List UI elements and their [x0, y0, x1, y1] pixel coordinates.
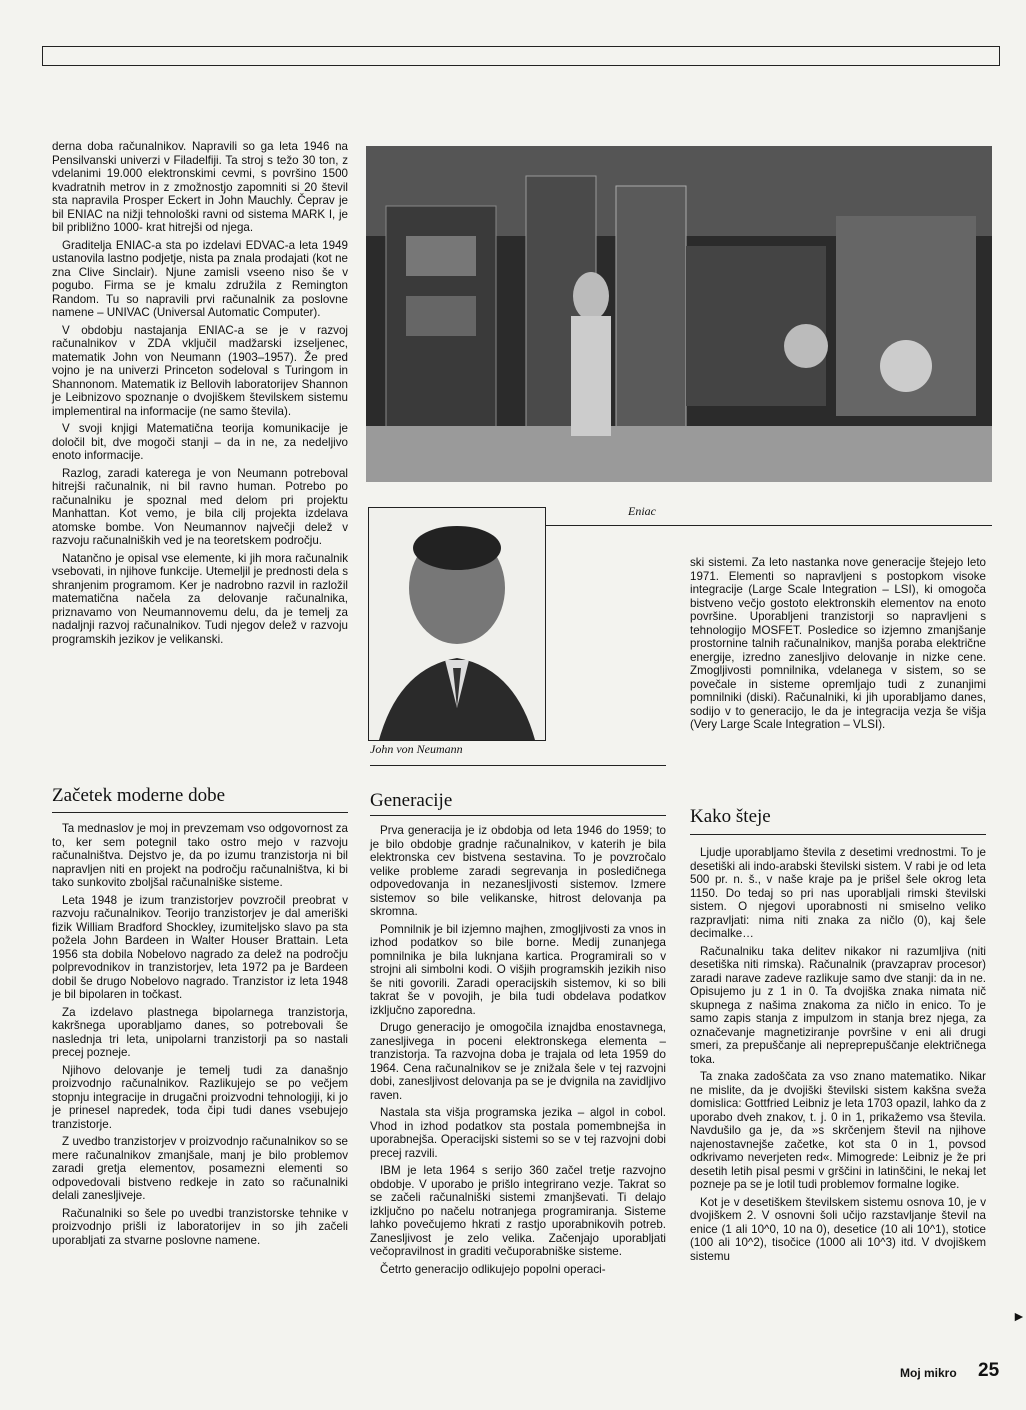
- neumann-photo-illustration: [369, 508, 545, 740]
- eniac-caption: Eniac: [628, 504, 656, 518]
- paragraph: V svoji knjigi Matematična teorija komunikacije je določil bit, dve mogoči stanji – da in ne, za nedeljivo enoto informacije.: [52, 422, 348, 462]
- rule: [690, 834, 986, 835]
- section-heading: Začetek moderne dobe: [52, 785, 226, 806]
- paragraph: Ljudje uporabljamo števila z desetimi vrednostmi. To je desetiški ali indo-arabski številski sistem. V rabi je od leta 500 pr. n. š., v naše kraje pa je prišel šele okrog leta 1150. Do tedaj so pri nas uporabljali rimski številski sistem. O njegovi uporabnosti ni smiselno veliko razpravljati: nima niti znaka za ničlo (0), kaj šele decimalke…: [690, 846, 986, 940]
- paragraph: ski sistemi. Za leto nastanka nove generacije štejejo leto 1971. Elementi so napravljeni s postopkom visoke integracije (Large Scale Integration – LSI), ki omogoča bistveno večjo gostoto elektronskih elementov na enoto površine. Uporabljeni tranzistorji so napravljeni s tehnologijo MOSFET. Posledice so izjemno zmanjšanje prostornine talnih računalnikov, manjša poraba električne energije, izredno zanesljivo delovanje in nizke cene. Zmogljivosti pomnilnika, vdelanega v sistem, so se povečale in sisteme opremljajo tudi z zunanjimi pomnilniki (diski). Računalniki, ki jih uporabljamo danes, sodijo v to generacijo, le da je integracija vezja še višja (Very Large Scale Integration – VLSI).: [690, 556, 986, 731]
- paragraph: Nastala sta višja programska jezika – algol in cobol. Vhod in izhod podatkov sta postala pomembnejša in uporabnejša. Operacijski sistemi so se v tej razvojni dobi precej razvili.: [370, 1106, 666, 1160]
- column-3-top: [690, 556, 986, 736]
- paragraph: derna doba računalnikov. Napravili so ga leta 1946 na Pensilvanski univerzi v Filadelfiji. Ta stroj s težo 30 ton, z vdelanimi 19.000 elektronskimi cevmi, s površino 1500 kvadratnih metrov in z zmožnostjo zapomniti si 20 števil sta napravila Prosper Eckert in John Mauchly. Čeprav je bil ENIAC na nižji tehnološki ravni od sistema MARK I, je bil približno 1000- krat hitrejši od njega.: [52, 140, 348, 234]
- page-number: 25: [978, 1360, 1000, 1381]
- column-2: [370, 824, 666, 1280]
- paragraph: Razlog, zaradi katerega je von Neumann potreboval hitrejši računalnik, ni bil ravno human. Potrebo po računalniku je spoznal med delom pri projektu Manhattan. Kot vemo, je bila cilj projekta izdelava atomske bombe. Von Neumannov največji delež v razvoju računalniških ved je na teoretskem področju.: [52, 466, 348, 547]
- paragraph: Leta 1948 je izum tranzistorjev povzročil preobrat v razvoju računalnikov. Teorijo tranzistorjev je dal ameriški fizik William Bradford Shockley, izumiteljsko slavo pa sta požela John Bardeen in Walter Houser Brattain. Leta 1956 sta dobila Nobelovo nagrado za delež na področju polprevodnikov in tranzistorjev, leta 1972 pa je Bardeen dobil še drugo Nobelovo nagrado. Tranzistor iz leta 1948 je bil bipolaren in točkast.: [52, 893, 348, 1001]
- eniac-photo-illustration: [366, 146, 992, 482]
- paragraph: Računalniku taka delitev nikakor ni razumljiva (niti desetiška niti rimska). Računalnik (pravzaprav procesor) zaradi narave zadeve razlikuje samo dve stanji: da in ne. Opisujemo ju z 1 in 0. Ta dvojiška znaka nimata nič skupnega z našima znakoma za ničlo in enico. To je samo zapis stanja z impulzom in stanja brez njega, za označevanje magnetiziranje površine v eni ali drugi smeri, za prepuščanje ali nepreprepuščanje električnega toka.: [690, 944, 986, 1066]
- paragraph: IBM je leta 1964 s serijo 360 začel tretje razvojno obdobje. V uporabo je prišlo integrirano vezje. Takrat so se začeli računalniški sistemi zmanjševati. Ti delajo izključno po načelu notranjega programiranja. Sisteme lahko povečujemo hkrati z rastjo uporabnikovih potreb. Zanesljivost je zelo velika. Začenjajo uporabljati večopravilnost in graditi večuporabniške sisteme.: [370, 1164, 666, 1258]
- eniac-photo: [366, 146, 992, 482]
- paragraph: Pomnilnik je bil izjemno majhen, zmogljivosti za vnos in izhod podatkov so bile borne. Medij zunanjega pomnilnika je bila luknjana kartica. Programirali so v strojni ali simbolni kodi. O višjih programskih jezikih niso še niti govorili. Zaradi operacijskih sistemov, ki so bili takrat še v povojih, je bila tudi obdelava podatkov izključno zaporedna.: [370, 922, 666, 1017]
- section-heading: Generacije: [370, 790, 453, 811]
- footer-brand: Moj mikro: [900, 1366, 957, 1380]
- paragraph: Natančno je opisal vse elemente, ki jih mora računalnik vsebovati, in njihove funkcije. Utemeljil je prednosti dela s shranjenim programom. Ker je nadrobno razvil in razložil matematična načela za delovanje računalnika, priznavamo von Neumannovemu delu, da je temelj za nadaljnji razvoj računalnikov. Tudi njegov delež v razvoju programskih jezikov je velikanski.: [52, 551, 348, 646]
- neumann-caption: John von Neumann: [370, 742, 463, 756]
- paragraph: Ta znaka zadoščata za vso znano matematiko. Nikar ne mislite, da je dvojiški številski sistem kakšna sveža domislica: Gottfried Leibniz je leta 1703 opazil, lahko da z uporabo dveh znakov, t. j. 0 in 1, prikažemo vsa števila. Navdušilo ga je, da »s skrčenjem števil na njihove najenostavnejše začetke, kot sta 0 in 1, povsod odkrivamo neverjeten red«. Mimogrede: Leibniz je že pri desetih letih pisal pesmi v grščini in latinščini, le nekaj let pozneje pa se je lotil tudi problemov formalne logike.: [690, 1070, 986, 1191]
- section-heading: Kako šteje: [690, 806, 771, 827]
- paragraph: V obdobju nastajanja ENIAC-a se je v razvoj računalnikov v ZDA vključil madžarski izseljenec, matematik John von Neumann (1903–1957). Že pred vojno je na univerzi Princeton sodeloval s Turingom in Shannonom. Matematik iz Bellovih laboratorijev Shannon je Leibnizovo spoznanje o dvojiškem številskem sistemu implementiral na informacije (ne samo števila).: [52, 323, 348, 418]
- paragraph: Ta mednaslov je moj in prevzemam vso odgovornost za to, ker sem potegnil tako ostro mejo v razvoju računalništva. Dejstvo je, da po izumu tranzistorja ni bil napravljen niti en projekt na področju računalništva, ki bi tako sunkovito zboljšal računalniške sisteme.: [52, 822, 348, 889]
- continue-arrow-icon: ►: [1012, 1308, 1026, 1324]
- column-3-bottom: [690, 846, 986, 1267]
- paragraph: Graditelja ENIAC-a sta po izdelavi EDVAC-a leta 1949 ustanovila lastno podjetje, nista pa znala prodajati (kot ne zna Clive Sinclair). Njune zamisli vseeno niso še v pogubo. Firma se je kmalu združila z Remington Random. Tu so napravili prvi računalnik za poslovne namene – UNIVAC (Universal Automatic Computer).: [52, 238, 348, 319]
- paragraph: Za izdelavo plastnega bipolarnega tranzistorja, kakršnega uporabljamo danes, so potrebovali še naslednja tri leta, unipolarni tranzistorji pa so nastali precej pozneje.: [52, 1005, 348, 1059]
- paragraph: Prva generacija je iz obdobja od leta 1946 do 1959; to je bilo obdobje gradnje računalnikov, v katerih je bila elektronska cev bistvena sestavina. To je povzročalo velike probleme zaradi segrevanja in posledičnega odpovedovanja in nezanesljivosti sistemov. Izmere sistemov so bile velikanske, hitrost delovanja pa skromna.: [370, 824, 666, 918]
- neumann-photo: [368, 507, 546, 741]
- column-1-bottom: [52, 822, 348, 1251]
- paragraph: Njihovo delovanje je temelj tudi za današnjo proizvodnjo računalnikov. Razlikujejo se po večjem stopnju integracije in drugačni proizvodni tehnologiji, ki jo je prinesel napredek, toda čipi tudi danes vsebujejo tranzistorje.: [52, 1063, 348, 1131]
- top-frame: [42, 46, 1000, 66]
- paragraph: Četrto generacijo odlikujejo popolni operaci-: [380, 1262, 606, 1276]
- paragraph: Računalniki so šele po uvedbi tranzistorske tehnike v proizvodnjo prišli iz laboratorijev in so jih začeli uporabljati za stvarne poslovne namene.: [52, 1206, 348, 1247]
- rule: [52, 812, 348, 813]
- column-1-top: [52, 140, 348, 650]
- paragraph: Drugo generacijo je omogočila iznajdba enostavnega, zanesljivega in poceni elektronskega elementa – tranzistorja. Ta razvojna doba je trajala od leta 1959 do 1964. Cena računalnikov se je znižala šele v tej razvojni dobi, zanesljivost delovanja pa se je dvignila na zavidljivo raven.: [370, 1021, 666, 1102]
- rule: [370, 815, 666, 816]
- paragraph: Z uvedbo tranzistorjev v proizvodnjo računalnikov so se mere računalnikov zmanjšale, manj je bilo problemov zaradi gretja elementov, posamezni elementi so odpovedovali bistveno redkeje in zato so računalniki delali zanesljiveje.: [52, 1135, 348, 1202]
- paragraph: Kot je v desetiškem številskem sistemu osnova 10, je v dvojiškem 2. V osnovni šoli učijo razstavljanje števil na enice (1 ali 10^0, 10 na 0), desetice (10 ali 10^1), stotice (100 ali 10^2), tisočice (1000 ali 10^3) itd. V dvojiškem sistemu: [690, 1195, 986, 1263]
- rule: [370, 765, 666, 766]
